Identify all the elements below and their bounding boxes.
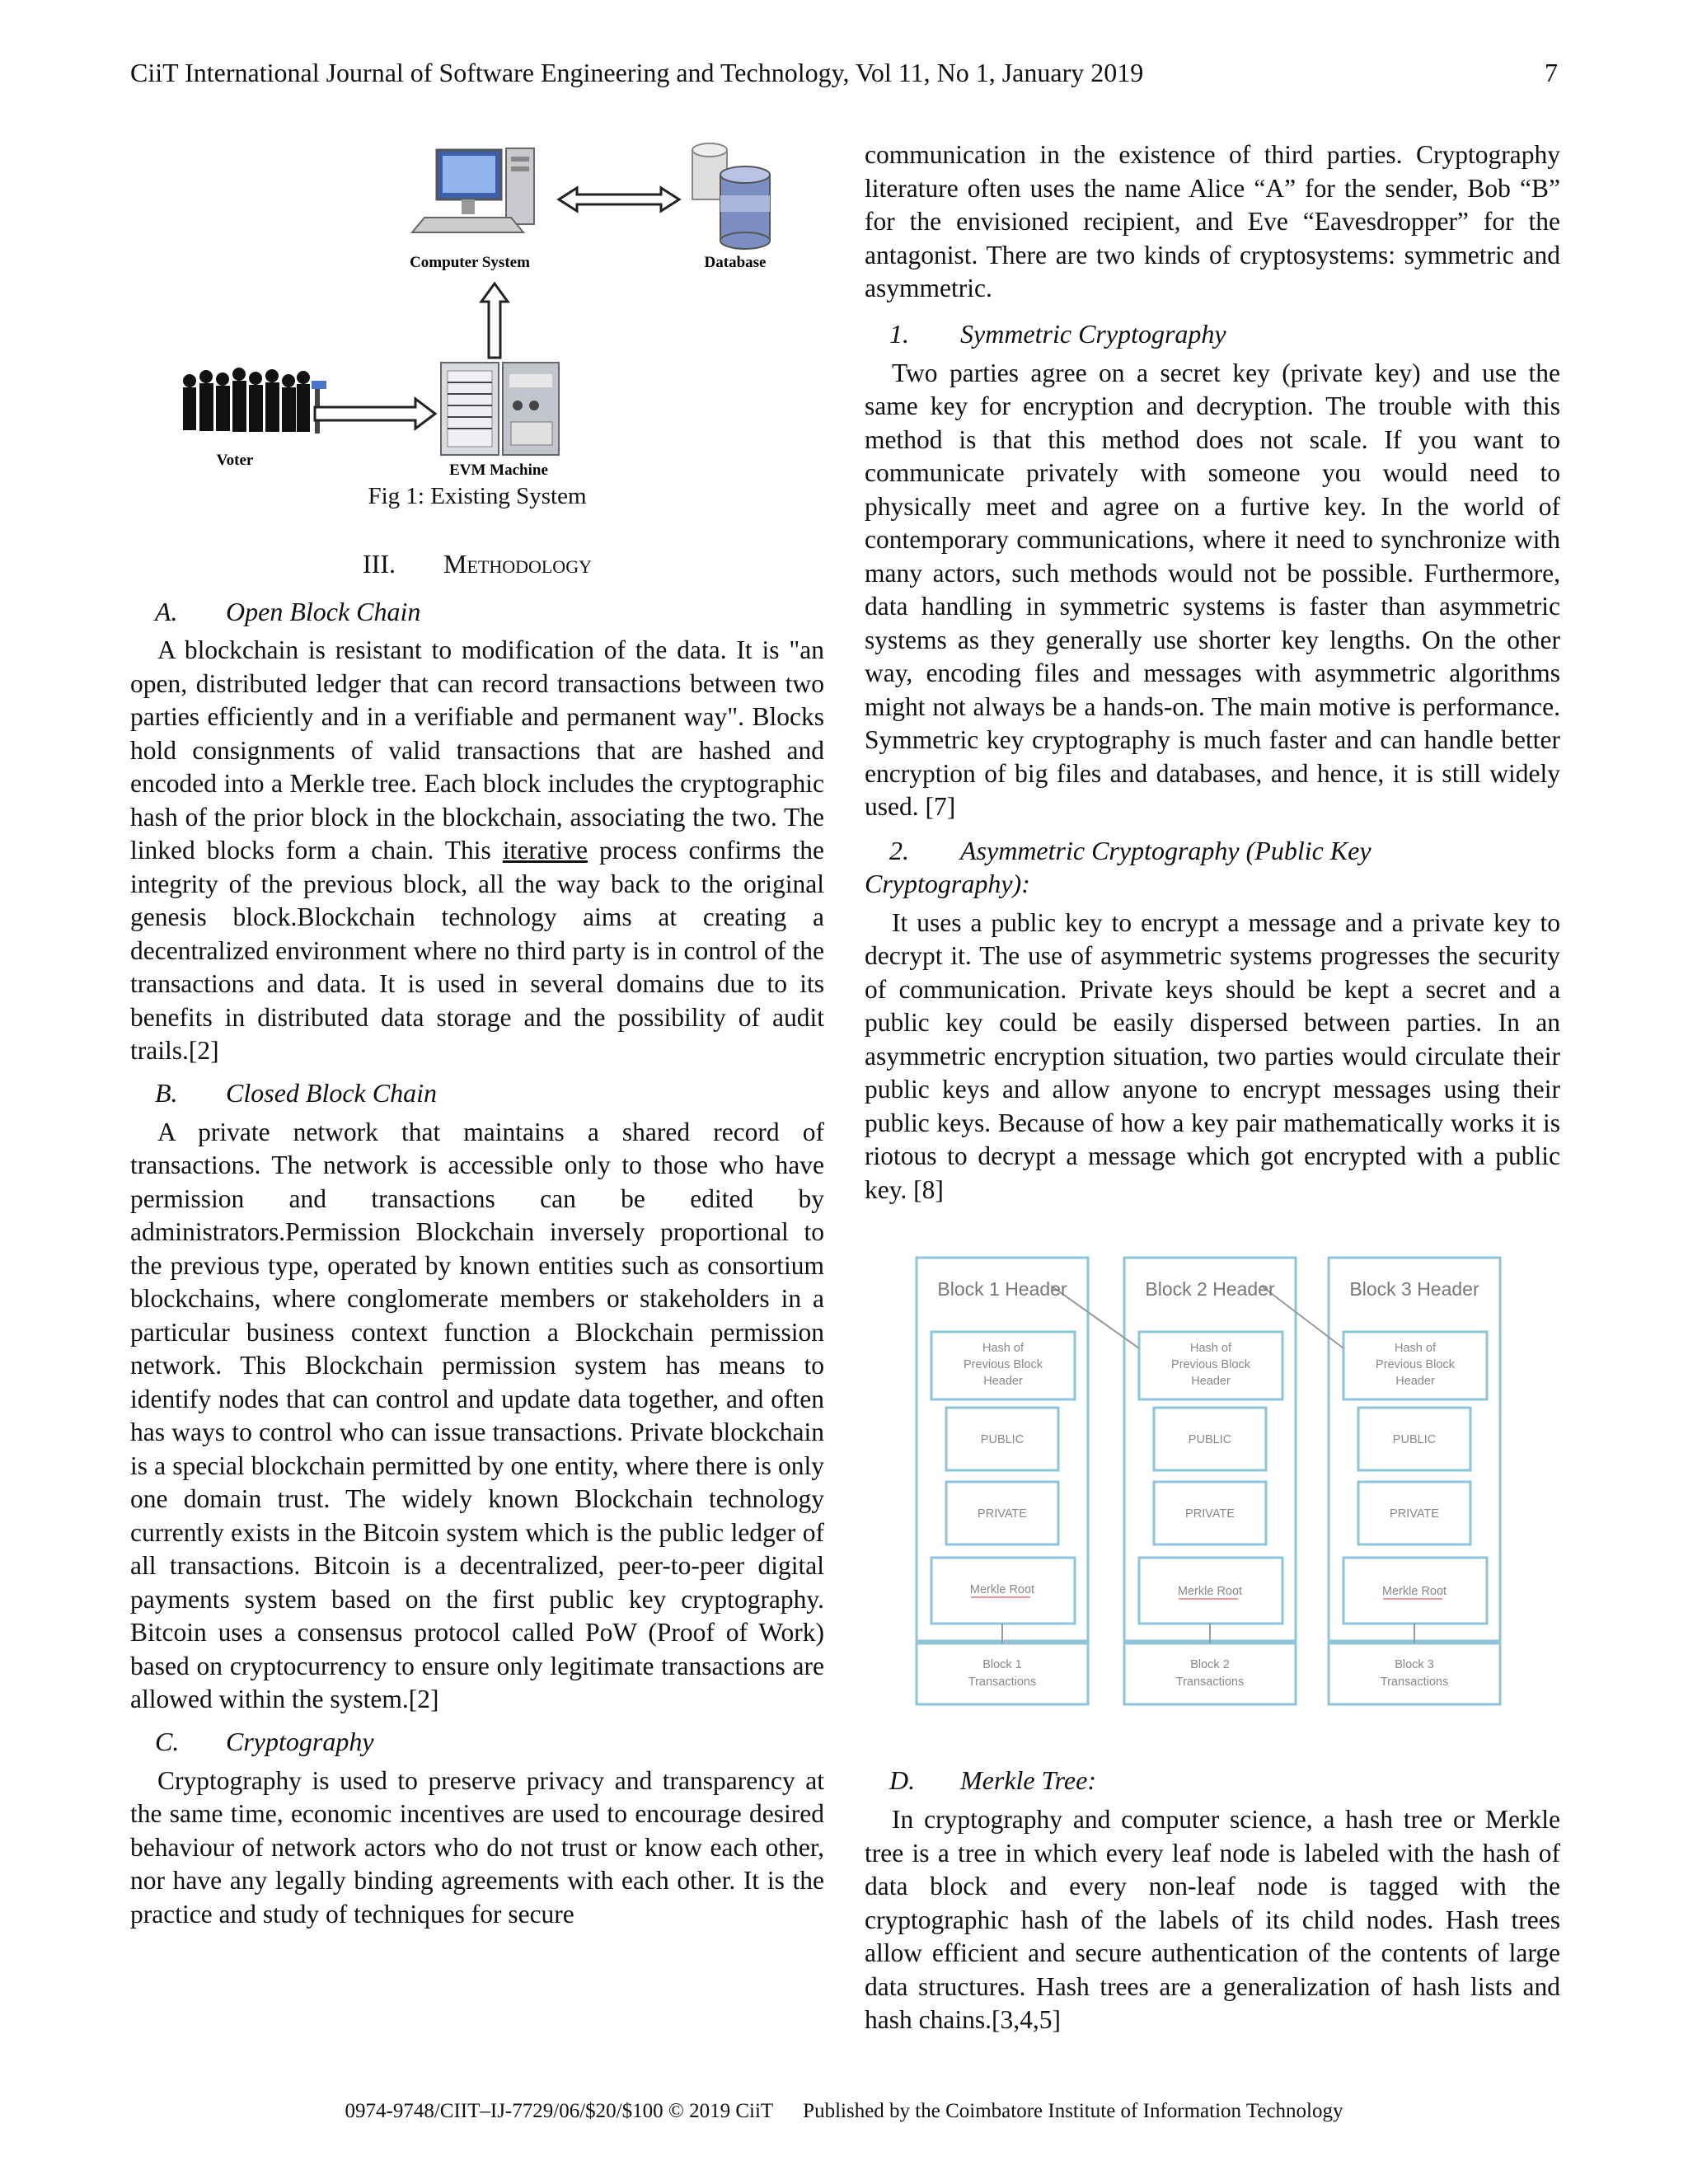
evm-machine-label: EVM Machine [449, 462, 548, 478]
block-2-header-label: Block 2 Header [1145, 1278, 1275, 1300]
footer-issn: 0974-9748/CIIT–IJ-7729/06/$20/$100 © 2019 CiiT [345, 2100, 774, 2122]
block-3-header-label: Block 3 Header [1349, 1278, 1479, 1300]
merkle-root-label-3: Merkle Root [1381, 1585, 1447, 1598]
iterative-link[interactable]: iterative [502, 836, 588, 865]
block-1-header-label: Block 1 Header [937, 1278, 1067, 1300]
private-label-3: PRIVATE [1390, 1507, 1439, 1521]
private-label-1: PRIVATE [978, 1507, 1027, 1521]
voter-silhouettes-icon [183, 368, 326, 434]
hash-label-3a: Hash of [1395, 1342, 1436, 1355]
public-label-3: PUBLIC [1392, 1433, 1437, 1446]
paragraph-open-block-chain: A blockchain is resistant to modification of the data. It is "an open, distributed ledger that can record transactions between two parties efficiently and in a verifiable and permanent way". Blocks hold consignments of valid transactions that are hashed and encoded into a Merkle tree. Each block includes the cryptographic hash of the prior block in the blockchain, associating the two. The linked blocks form a chain. This iterative process confirms the integrity of the previous block, all the way back to the original genesis block.Blockchain technology aims at creating a decentralized environment where no third party is in control of the transactions and data. It is used in several domains due to its benefits in distributed data storage and the possibility of audit trails.[2] [130, 635, 824, 1065]
figure-2-block-chain-diagram [907, 1243, 1517, 1721]
subsection-heading-cryptography: C. Cryptography [155, 1726, 374, 1756]
paragraph-cryptography-left: Cryptography is used to preserve privacy and transparency at the same time, economic incentives are used to encourage desired behaviour of network actors who do not trust or know each other, nor have any legally binding agreements with each other. It is the practice and study of techniques for secure [130, 1765, 824, 1929]
computer-icon [412, 148, 534, 232]
private-label-2: PRIVATE [1185, 1507, 1235, 1521]
footer-publisher: Published by the Coimbatore Institute of Information Technology [803, 2100, 1343, 2122]
database-label: Database [704, 254, 767, 271]
hash-label-1b: Previous Block [964, 1358, 1043, 1371]
block-3-tx-label-a: Block 3 [1395, 1658, 1434, 1671]
subsection-heading-asymmetric: 2. Asymmetric Cryptography (Public Key Cryptography): [865, 835, 1372, 898]
public-label-2: PUBLIC [1188, 1433, 1232, 1446]
paragraph-closed-block-chain: A private network that maintains a shared record of transactions. The network is accessible only to those who have permission and transactions can be edited by administrators.Permission Blockchain inversely proportional to the previous type, operated by known entities such as consortium blockchains, where conglomerate members or stakeholders in a particular business context function a Blockchain permission network. This Blockchain permission system has means to identify nodes that can control and update data together, and often has ways to control who can issue transactions. Private blockchain is a special blockchain permitted by one entity, where there is only one domain trust. The widely known Blockchain technology currently exists in the Bitcoin system which is the public ledger of all transactions. Bitcoin is a decentralized, peer-to-peer digital payments system based on the first public key cryptography. Bitcoin uses a consensus protocol called PoW (Proof of Work) based on cryptocurrency to ensure only legitimate transactions are allowed within the system.[2] [130, 1117, 824, 1713]
figure-1-existing-system [173, 142, 783, 478]
subsection-heading-merkle-tree: D. Merkle Tree: [889, 1765, 1096, 1795]
block-1-tx-label-b: Transactions [968, 1675, 1037, 1689]
right-column-bottom [865, 1764, 1560, 2037]
right-column-top [865, 138, 1560, 1207]
block-3-tx-label-b: Transactions [1380, 1675, 1449, 1689]
figure-1-caption: Fig 1: Existing System [368, 483, 587, 509]
merkle-root-label-1: Merkle Root [969, 1583, 1035, 1596]
hash-label-3b: Previous Block [1376, 1358, 1455, 1371]
section-number: III. [363, 549, 396, 579]
up-arrow-icon [481, 284, 508, 358]
left-column [130, 595, 824, 1931]
hash-label-1a: Hash of [982, 1342, 1024, 1355]
block-1-tx-label-a: Block 1 [982, 1658, 1022, 1671]
hash-label-2b: Previous Block [1171, 1358, 1250, 1371]
block-2-tx-label-a: Block 2 [1190, 1658, 1230, 1671]
right-arrow-icon [315, 399, 435, 429]
journal-header: CiiT International Journal of Software Engineering and Technology, Vol 11, No 1, January 2019 [130, 58, 1144, 87]
double-arrow-icon [559, 188, 679, 211]
section-heading-methodology [130, 549, 824, 579]
public-label-1: PUBLIC [980, 1433, 1025, 1446]
database-icon [692, 143, 770, 249]
subsection-heading-symmetric: 1. Symmetric Cryptography [889, 318, 1226, 349]
evm-machine-icon [441, 363, 559, 455]
subsection-heading-closed-block-chain: B. Closed Block Chain [155, 1077, 437, 1108]
paragraph-symmetric: Two parties agree on a secret key (private key) and use the same key for encryption and decryption. The trouble with this method is that this method does not scale. If you want to communicate privately with someone you would need to physically meet and agree on a furtive key. In the world of contemporary communications, where it need to synchronize with many actors, such methods would not be possible. Furthermore, data handling in symmetric systems is faster than asymmetric systems as they generally use shorter key lengths. On the other way, encoding files and messages with asymmetric algorithms might not always be a hands-on. The main motive is performance. Symmetric key cryptography is much faster and can handle better encryption of big files and databases, and hence, it is still widely used. [7] [865, 358, 1560, 821]
voter-label: Voter [216, 452, 254, 469]
paragraph-asymmetric: It uses a public key to encrypt a message and a private key to decrypt it. The use of asymmetric systems progresses the security of communication. Private keys should be kept a secret and a public key could be easily dispersed between parties. In an asymmetric encryption situation, two parties would circulate their public keys and allow anyone to encrypt messages using their public keys. Because of how a key pair mathematically works it is riotous to decrypt a message which got encrypted with a public key. [8] [865, 907, 1560, 1204]
page-number: 7 [1545, 58, 1558, 87]
merkle-root-label-2: Merkle Root [1177, 1585, 1243, 1598]
section-title: Methodology [443, 549, 592, 579]
paragraph-merkle-tree: In cryptography and computer science, a hash tree or Merkle tree is a tree in which every leaf node is labeled with the hash of data block and every non-leaf node is tagged with the cryptographic hash of the labels of its child nodes. Hash trees allow efficient and secure authentication of the contents of large data structures. Hash trees are a generalization of hash lists and hash chains.[3,4,5] [865, 1805, 1560, 2034]
subsection-heading-open-block-chain: A. Open Block Chain [155, 597, 421, 626]
page-footer [0, 2100, 1688, 2123]
hash-label-2c: Header [1191, 1375, 1231, 1388]
hash-label-2a: Hash of [1190, 1342, 1231, 1355]
paragraph-cryptography-right: communication in the existence of third parties. Cryptography literature often uses the name Alice “A” for the sender, Bob “B” for the envisioned recipient, and Eve “Eavesdropper” for the antagonist. There are two kinds of cryptosystems: symmetric and asymmetric. [865, 140, 1560, 302]
computer-system-label: Computer System [410, 254, 530, 271]
block-2-tx-label-b: Transactions [1175, 1675, 1245, 1689]
hash-label-1c: Header [983, 1375, 1023, 1388]
hash-label-3c: Header [1395, 1375, 1435, 1388]
